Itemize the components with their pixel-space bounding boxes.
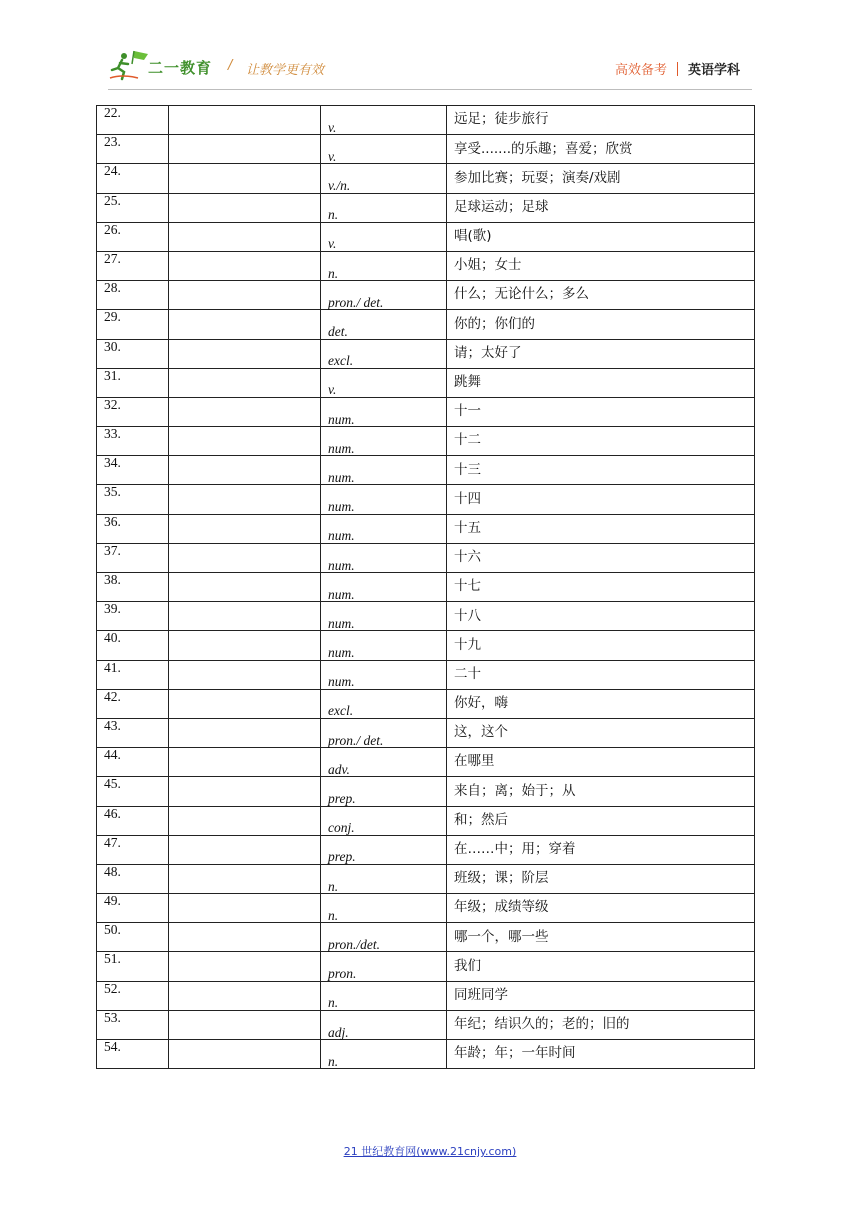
meaning: 在……中；用；穿着 [447, 835, 755, 864]
meaning: 请；太好了 [447, 339, 755, 368]
word-cell [169, 106, 321, 135]
brand-name: 二一教育 [148, 59, 213, 77]
table-row [97, 981, 755, 1010]
word-cell [169, 135, 321, 164]
word-cell [169, 689, 321, 718]
word-cell [169, 397, 321, 426]
word-cell [169, 427, 321, 456]
page-header [108, 44, 752, 90]
header-tag-exam: 高效备考 [614, 63, 667, 78]
table-row [97, 456, 755, 485]
part-of-speech: v. [321, 106, 447, 135]
row-number: 38. [97, 573, 169, 602]
meaning: 在哪里 [447, 748, 755, 777]
table-row [97, 310, 755, 339]
word-cell [169, 718, 321, 747]
part-of-speech: pron./det. [321, 923, 447, 952]
table-row [97, 281, 755, 310]
table-row [97, 631, 755, 660]
table-row [97, 573, 755, 602]
part-of-speech: num. [321, 456, 447, 485]
word-cell [169, 981, 321, 1010]
table-row [97, 222, 755, 251]
word-cell [169, 660, 321, 689]
word-cell [169, 952, 321, 981]
row-number: 33. [97, 427, 169, 456]
word-cell [169, 339, 321, 368]
part-of-speech: n. [321, 894, 447, 923]
word-cell [169, 1040, 321, 1069]
part-of-speech: excl. [321, 689, 447, 718]
footer-site-name: 21 世纪教育网 [343, 1145, 417, 1158]
table-row [97, 135, 755, 164]
table-row [97, 864, 755, 893]
part-of-speech: n. [321, 193, 447, 222]
part-of-speech: n. [321, 864, 447, 893]
part-of-speech: v. [321, 368, 447, 397]
row-number: 42. [97, 689, 169, 718]
table-row [97, 485, 755, 514]
meaning: 和；然后 [447, 806, 755, 835]
footer-site-url: (www.21cnjy.com) [416, 1145, 517, 1158]
row-number: 31. [97, 368, 169, 397]
row-number: 50. [97, 923, 169, 952]
part-of-speech: num. [321, 485, 447, 514]
meaning: 来自；离；始于；从 [447, 777, 755, 806]
table-row [97, 952, 755, 981]
row-number: 53. [97, 1010, 169, 1039]
meaning: 小姐；女士 [447, 251, 755, 280]
row-number: 45. [97, 777, 169, 806]
meaning: 二十 [447, 660, 755, 689]
word-cell [169, 485, 321, 514]
row-number: 28. [97, 281, 169, 310]
part-of-speech: num. [321, 397, 447, 426]
table-row [97, 748, 755, 777]
word-cell [169, 222, 321, 251]
part-of-speech: v. [321, 222, 447, 251]
row-number: 23. [97, 135, 169, 164]
header-rule [108, 89, 752, 90]
meaning: 我们 [447, 952, 755, 981]
header-divider [677, 62, 678, 76]
table-row [97, 164, 755, 193]
table-row [97, 894, 755, 923]
meaning: 年级；成绩等级 [447, 894, 755, 923]
part-of-speech: num. [321, 427, 447, 456]
page-footer [0, 1143, 860, 1159]
part-of-speech: pron./ det. [321, 281, 447, 310]
meaning: 年龄；年；一年时间 [447, 1040, 755, 1069]
meaning: 十七 [447, 573, 755, 602]
word-cell [169, 281, 321, 310]
table-row [97, 427, 755, 456]
header-right [615, 59, 740, 78]
table-row [97, 339, 755, 368]
row-number: 34. [97, 456, 169, 485]
row-number: 40. [97, 631, 169, 660]
row-number: 39. [97, 602, 169, 631]
row-number: 24. [97, 164, 169, 193]
part-of-speech: num. [321, 573, 447, 602]
part-of-speech: det. [321, 310, 447, 339]
word-cell [169, 310, 321, 339]
table-row [97, 368, 755, 397]
meaning: 足球运动；足球 [447, 193, 755, 222]
part-of-speech: excl. [321, 339, 447, 368]
part-of-speech: num. [321, 543, 447, 572]
meaning: 享受.......的乐趣；喜爱；欣赏 [447, 135, 755, 164]
meaning: 跳舞 [447, 368, 755, 397]
meaning: 这，这个 [447, 718, 755, 747]
table-row [97, 806, 755, 835]
meaning: 十八 [447, 602, 755, 631]
row-number: 29. [97, 310, 169, 339]
part-of-speech: num. [321, 660, 447, 689]
part-of-speech: adj. [321, 1010, 447, 1039]
slogan-separator: / [228, 58, 233, 73]
word-cell [169, 164, 321, 193]
word-cell [169, 894, 321, 923]
word-cell [169, 251, 321, 280]
part-of-speech: v. [321, 135, 447, 164]
meaning: 十三 [447, 456, 755, 485]
word-cell [169, 864, 321, 893]
meaning: 十一 [447, 397, 755, 426]
word-cell [169, 923, 321, 952]
part-of-speech: num. [321, 631, 447, 660]
word-cell [169, 748, 321, 777]
part-of-speech: conj. [321, 806, 447, 835]
row-number: 41. [97, 660, 169, 689]
meaning: 同班同学 [447, 981, 755, 1010]
word-cell [169, 543, 321, 572]
row-number: 30. [97, 339, 169, 368]
row-number: 32. [97, 397, 169, 426]
meaning: 参加比赛；玩耍；演奏/戏剧 [447, 164, 755, 193]
table-row [97, 193, 755, 222]
table-row [97, 251, 755, 280]
part-of-speech: num. [321, 514, 447, 543]
row-number: 49. [97, 894, 169, 923]
row-number: 26. [97, 222, 169, 251]
table-row [97, 1040, 755, 1069]
word-cell [169, 631, 321, 660]
part-of-speech: num. [321, 602, 447, 631]
part-of-speech: n. [321, 981, 447, 1010]
word-cell [169, 602, 321, 631]
table-row [97, 514, 755, 543]
row-number: 44. [97, 748, 169, 777]
row-number: 36. [97, 514, 169, 543]
row-number: 35. [97, 485, 169, 514]
footer-link[interactable] [344, 1145, 517, 1158]
table-row [97, 923, 755, 952]
part-of-speech: pron./ det. [321, 718, 447, 747]
word-cell [169, 806, 321, 835]
part-of-speech: v./n. [321, 164, 447, 193]
vocabulary-table-body [97, 106, 755, 1069]
meaning: 远足；徒步旅行 [447, 106, 755, 135]
row-number: 52. [97, 981, 169, 1010]
part-of-speech: n. [321, 251, 447, 280]
table-row [97, 689, 755, 718]
meaning: 你好，嗨 [447, 689, 755, 718]
table-row [97, 602, 755, 631]
vocabulary-table [96, 105, 755, 1069]
meaning: 班级；课；阶层 [447, 864, 755, 893]
word-cell [169, 1010, 321, 1039]
table-row [97, 106, 755, 135]
word-cell [169, 456, 321, 485]
row-number: 27. [97, 251, 169, 280]
header-tag-subject: 英语学科 [687, 63, 740, 78]
row-number: 37. [97, 543, 169, 572]
row-number: 51. [97, 952, 169, 981]
part-of-speech: n. [321, 1040, 447, 1069]
table-row [97, 777, 755, 806]
table-row [97, 660, 755, 689]
part-of-speech: prep. [321, 777, 447, 806]
row-number: 54. [97, 1040, 169, 1069]
meaning: 十六 [447, 543, 755, 572]
meaning: 十四 [447, 485, 755, 514]
meaning: 十五 [447, 514, 755, 543]
table-row [97, 543, 755, 572]
table-row [97, 835, 755, 864]
row-number: 47. [97, 835, 169, 864]
row-number: 48. [97, 864, 169, 893]
row-number: 46. [97, 806, 169, 835]
word-cell [169, 514, 321, 543]
table-row [97, 1010, 755, 1039]
part-of-speech: adv. [321, 748, 447, 777]
meaning: 哪一个，哪一些 [447, 923, 755, 952]
part-of-speech: pron. [321, 952, 447, 981]
meaning: 年纪；结识久的；老的；旧的 [447, 1010, 755, 1039]
meaning: 你的；你们的 [447, 310, 755, 339]
word-cell [169, 193, 321, 222]
meaning: 十二 [447, 427, 755, 456]
meaning: 唱(歌) [447, 222, 755, 251]
row-number: 25. [97, 193, 169, 222]
table-row [97, 718, 755, 747]
row-number: 22. [97, 106, 169, 135]
running-person-flag-icon [108, 48, 152, 82]
part-of-speech: prep. [321, 835, 447, 864]
table-row [97, 397, 755, 426]
meaning: 什么；无论什么；多么 [447, 281, 755, 310]
word-cell [169, 777, 321, 806]
slogan: 让教学更有效 [246, 63, 325, 78]
word-cell [169, 573, 321, 602]
row-number: 43. [97, 718, 169, 747]
word-cell [169, 368, 321, 397]
word-cell [169, 835, 321, 864]
meaning: 十九 [447, 631, 755, 660]
